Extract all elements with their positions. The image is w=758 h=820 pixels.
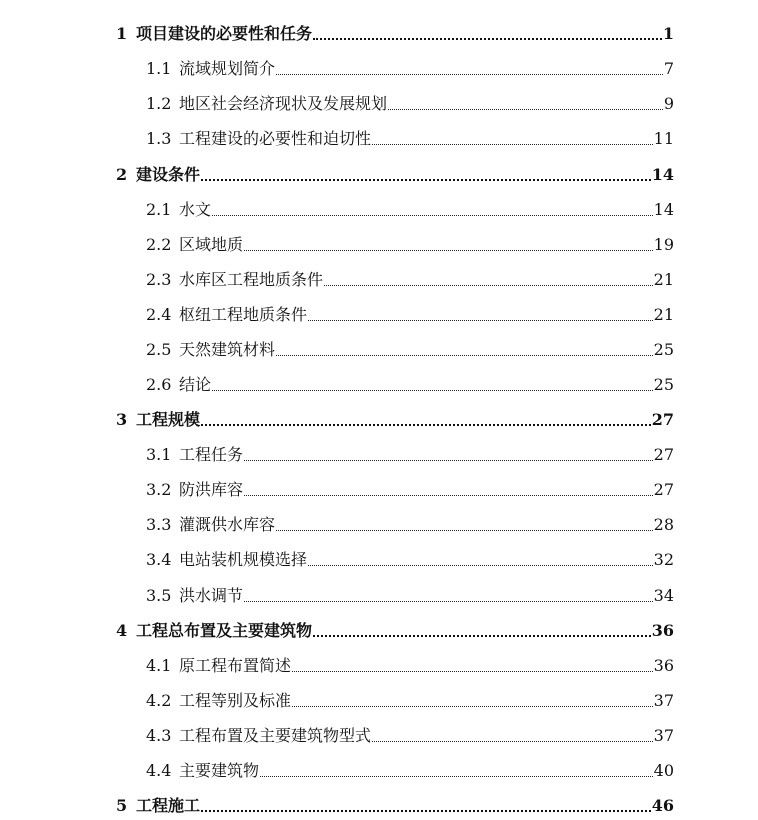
toc-title: 水库区工程地质条件 [179,270,324,289]
toc-title: 电站装机规模选择 [179,550,308,569]
toc-title: 工程任务 [179,445,244,464]
dot-leader [276,529,653,531]
toc-number: 5 [116,796,128,815]
toc-number: 4.2 [146,691,172,710]
toc-section-2-5[interactable] [146,336,674,360]
toc-page-number: 21 [653,305,674,324]
toc-number: 2.4 [146,305,172,324]
toc-number: 1.3 [146,129,172,148]
toc-title: 天然建筑材料 [179,340,276,359]
toc-section-4-2[interactable] [146,687,674,711]
dot-leader [244,494,653,496]
toc-title: 流域规划简介 [179,59,276,78]
toc-page-number: 34 [653,586,674,605]
dot-leader [372,740,653,742]
toc-chapter-2[interactable] [116,161,674,185]
toc-title: 原工程布置简述 [179,656,292,675]
toc-title: 区域地质 [179,235,244,254]
toc-number: 3.2 [146,480,172,499]
toc-section-4-3[interactable] [146,722,674,746]
toc-number: 2.5 [146,340,172,359]
toc-chapter-4[interactable] [116,617,674,641]
toc-section-1-3[interactable] [146,125,674,149]
toc-title: 防洪库容 [179,480,244,499]
toc-page-number: 40 [653,761,674,780]
toc-page-number: 14 [651,165,674,184]
toc-title: 工程建设的必要性和迫切性 [179,129,372,148]
dot-leader [308,564,653,566]
toc-section-3-3[interactable] [146,511,674,535]
toc-title: 工程施工 [136,796,201,815]
toc-number: 3.4 [146,550,172,569]
toc-page-number: 19 [653,235,674,254]
toc-page-number: 32 [653,550,674,569]
toc-title: 项目建设的必要性和任务 [136,24,313,43]
toc-section-3-4[interactable] [146,546,674,570]
dot-leader [212,214,653,216]
dot-leader [244,600,653,602]
toc-title: 主要建筑物 [179,761,260,780]
toc-chapter-1[interactable] [116,20,674,44]
dot-leader [292,705,653,707]
toc-section-2-4[interactable] [146,301,674,325]
dot-leader [292,670,653,672]
toc-title: 枢纽工程地质条件 [179,305,308,324]
toc-page-number: 14 [653,200,674,219]
toc-section-2-1[interactable] [146,196,674,220]
toc-number: 4 [116,621,128,640]
toc-chapter-3[interactable] [116,406,674,430]
dot-leader [201,423,651,426]
toc-number: 3.3 [146,515,172,534]
dot-leader [244,249,653,251]
toc-number: 2.1 [146,200,172,219]
toc-number: 2.2 [146,235,172,254]
toc-page-number: 37 [653,726,674,745]
toc-page-number: 46 [651,796,674,815]
toc-section-3-5[interactable] [146,582,674,606]
dot-leader [324,284,653,286]
toc-title: 洪水调节 [179,586,244,605]
toc-page-number: 9 [663,94,674,113]
toc-number: 3 [116,410,128,429]
dot-leader [244,459,653,461]
toc-number: 3.5 [146,586,172,605]
toc-page-number: 37 [653,691,674,710]
toc-title: 灌溉供水库容 [179,515,276,534]
toc-title: 结论 [179,375,212,394]
dot-leader [276,73,663,75]
toc-page-number: 27 [651,410,674,429]
toc-page-number: 27 [653,480,674,499]
toc-title: 水文 [179,200,212,219]
toc-title: 建设条件 [136,165,201,184]
toc-page-number: 25 [653,340,674,359]
toc-page-number: 27 [653,445,674,464]
dot-leader [260,775,653,777]
dot-leader [313,37,662,40]
toc-number: 2.6 [146,375,172,394]
toc-title: 工程总布置及主要建筑物 [136,621,313,640]
dot-leader [212,389,653,391]
toc-page-number: 28 [653,515,674,534]
toc-section-3-1[interactable] [146,441,674,465]
dot-leader [372,143,653,145]
toc-number: 4.1 [146,656,172,675]
toc-chapter-5[interactable] [116,792,674,816]
dot-leader [313,634,651,637]
toc-page-number: 25 [653,375,674,394]
toc-page-number: 36 [651,621,674,640]
toc-title: 地区社会经济现状及发展规划 [179,94,388,113]
dot-leader [201,178,651,181]
toc-section-4-4[interactable] [146,757,674,781]
dot-leader [308,319,653,321]
toc-section-2-2[interactable] [146,231,674,255]
dot-leader [388,108,663,110]
toc-number: 2 [116,165,128,184]
toc-section-1-1[interactable] [146,55,674,79]
toc-section-4-1[interactable] [146,652,674,676]
toc-page-number: 36 [653,656,674,675]
dot-leader [276,354,653,356]
toc-section-2-6[interactable] [146,371,674,395]
toc-number: 2.3 [146,270,172,289]
toc-page-number: 7 [663,59,674,78]
toc-section-2-3[interactable] [146,266,674,290]
toc-title: 工程规模 [136,410,201,429]
toc-page-number: 11 [653,129,674,148]
toc-page-number: 1 [662,24,674,43]
toc-number: 1.1 [146,59,172,78]
toc-section-1-2[interactable] [146,90,674,114]
toc-number: 3.1 [146,445,172,464]
dot-leader [201,809,651,812]
toc-title: 工程布置及主要建筑物型式 [179,726,372,745]
toc-number: 4.4 [146,761,172,780]
toc-number: 1.2 [146,94,172,113]
toc-number: 4.3 [146,726,172,745]
toc-page-number: 21 [653,270,674,289]
toc-title: 工程等别及标准 [179,691,292,710]
toc-section-3-2[interactable] [146,476,674,500]
toc-number: 1 [116,24,128,43]
